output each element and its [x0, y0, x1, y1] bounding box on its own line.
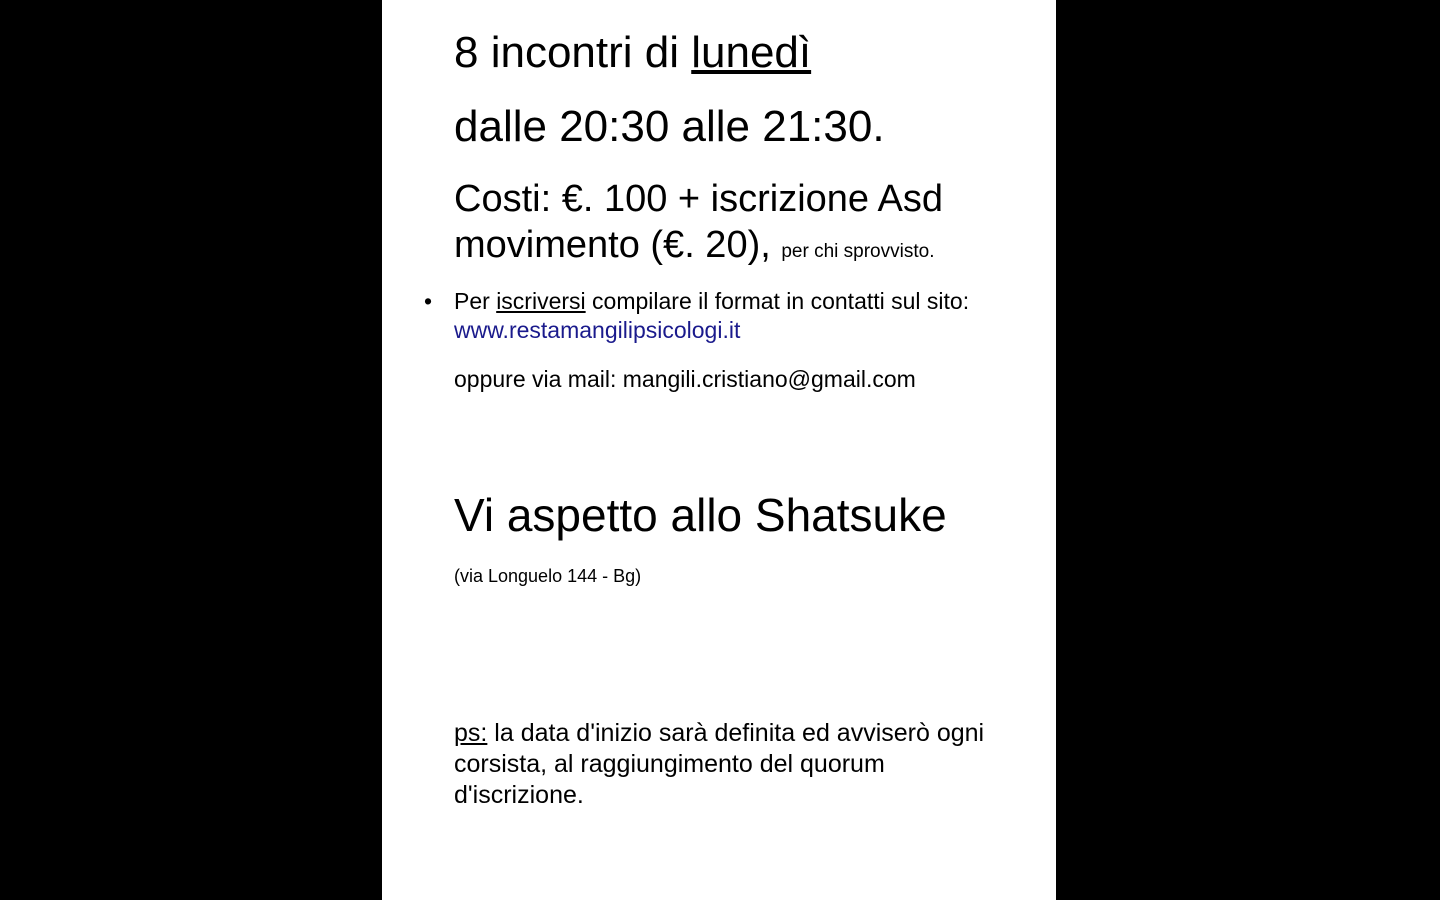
costs-line-1: Costi: €. 100 + iscrizione Asd	[454, 178, 943, 220]
sessions-line	[454, 26, 811, 80]
costs-note: per chi sprovvisto.	[781, 241, 935, 262]
signup-word: iscriversi	[496, 288, 586, 314]
ps-label: ps:	[454, 719, 488, 747]
bullet-icon: •	[424, 288, 433, 314]
mail-line: oppure via mail: mangili.cristiano@gmail.com	[454, 366, 916, 392]
signup-block	[454, 287, 969, 345]
website-link[interactable]: www.restamangilipsicologi.it	[454, 317, 741, 343]
signup-line	[454, 287, 969, 316]
sessions-prefix: 8 incontri di	[454, 28, 692, 77]
costs-line-2-text: movimento (€. 20),	[454, 224, 771, 266]
slide-page	[382, 0, 1056, 900]
ps-text: la data d'inizio sarà definita ed avviserò ogni corsista, al raggiungimento del quorum d'iscrizione.	[454, 719, 985, 809]
welcome-heading: Vi aspetto allo Shatsuke	[454, 489, 947, 541]
costs-line-2	[454, 222, 943, 275]
signup-suffix: compilare il format in contatti sul sito:	[585, 288, 970, 314]
day-underlined: lunedì	[691, 28, 812, 77]
signup-prefix: Per	[454, 288, 497, 314]
address-text: (via Longuelo 144 - Bg)	[454, 566, 642, 586]
time-line: dalle 20:30 alle 21:30.	[454, 102, 885, 151]
ps-note	[454, 718, 1014, 811]
costs-block	[454, 176, 943, 275]
